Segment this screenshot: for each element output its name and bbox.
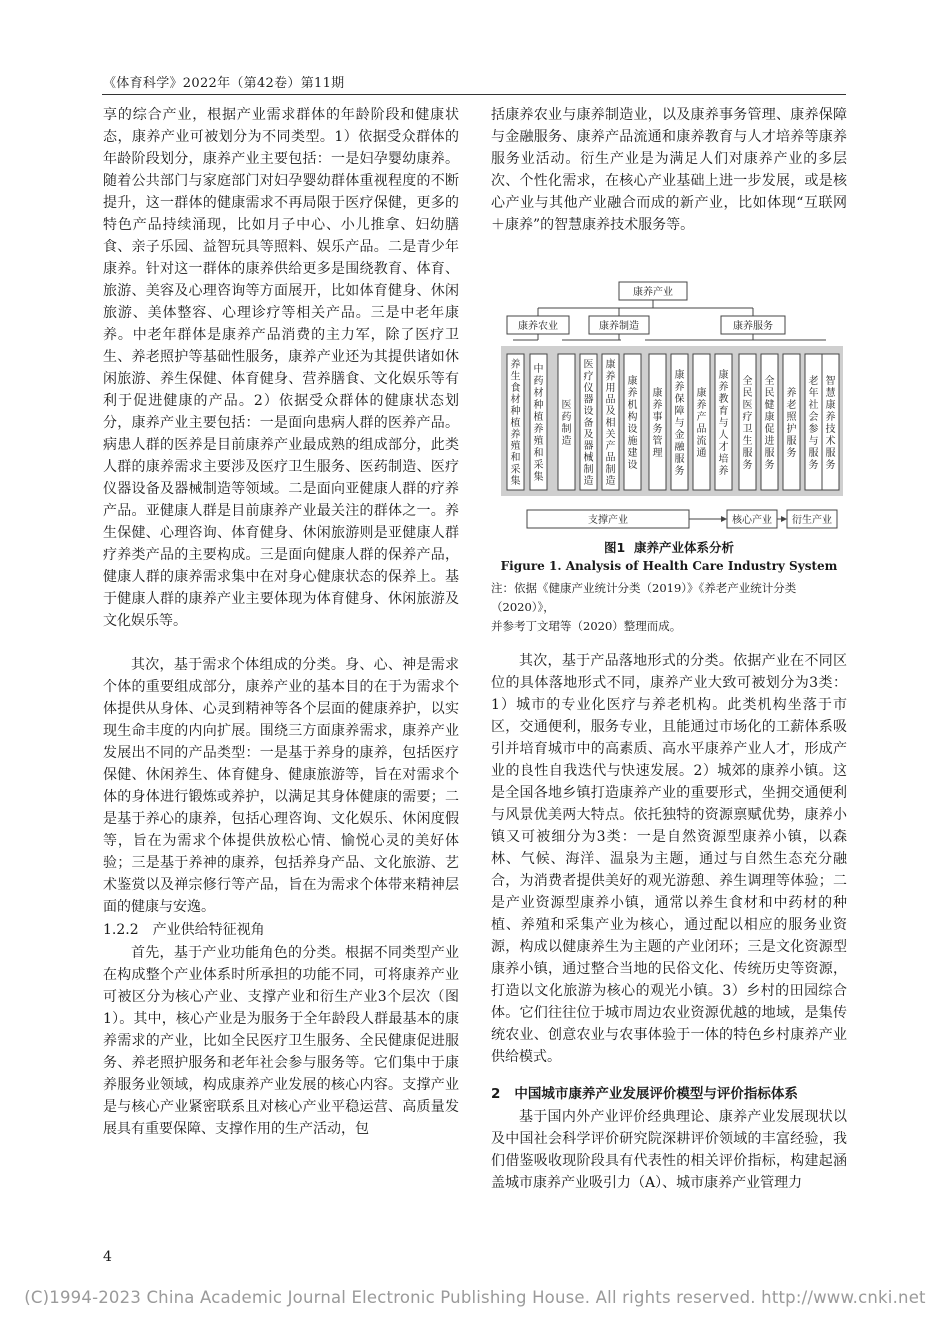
journal-header: 《体育科学》2022年（第42卷）第11期	[103, 76, 345, 91]
leaf-label: 智慧康养技术服务	[825, 376, 836, 471]
leaf-label: 康养教育与人才培养	[718, 370, 729, 477]
paragraph: 其次，基于需求个体组成的分类。身、心、神是需求个体的重要组成部分，康养产业的基本目的在于为需求个体提供从身体、心灵到精神等各个层面的健康养护，以实现生命丰度的内向扩展。围绕三方面康养需求，康养产业发展出不同的产品类型：一是基于养身的康养，包括医疗保健、休闲养生、体育健身、健康旅游等，旨在对需求个体的身体进行锻炼或养护，以满足其身体健康的需要；二是基于养心的康养，包括心理咨询、文化娱乐、休闲度假等，旨在为需求个体提供放松心情、愉悦心灵的美好体验；三是基于养神的康养，包括养身产品、文化旅游、艺术鉴赏以及禅宗修行等产品，旨在为需求个体带来精神层面的健康与安逸。	[103, 657, 459, 915]
leaf-label: 全民医疗卫生服务	[742, 376, 753, 471]
core-label: 核心产业	[732, 515, 772, 526]
subsection-title: 产业供给特征视角	[152, 922, 265, 938]
right-column-lower	[491, 650, 847, 1194]
paragraph: 括康养农业与康养制造业，以及康养事务管理、康养保障与金融服务、康养产品流通和康养教育与人才培养等康养服务业活动。衍生产业是为满足人们对康养产业的多层次、个性化需求，在核心产业基础上进一步发展，或是核心产业与其他产业融合而成的新产业，比如体现“互联网＋康养”的智慧康养技术服务等。	[491, 107, 847, 233]
page-number: 4	[103, 1249, 112, 1265]
section-heading	[491, 1082, 847, 1106]
paragraph: 其次，基于产品落地形式的分类。依据产业在不同区位的具体落地形式不同，康养产业大致可被划分为3类：1）城市的专业化医疗与养老机构。此类机构坐落于市区，交通便利，服务专业，且能通过市场化的工薪体系吸引并培育城市中的高素质、高水平康养产业人才，形成产业的良性自我迭代与快速发展。2）城郊的康养小镇。这是全国各地乡镇打造康养产业的重要形式，坐拥交通便利与风景优美两大特点。依托独特的资源禀赋优势，康养小镇又可被细分为3类：一是自然资源型康养小镇，以森林、气候、海洋、温泉为主题，通过与自然生态充分融合，为消费者提供美好的观光游憩、养生调理等体验；二是产业资源型康养小镇，通常以养生食材和中药材的种植、养殖和采集产业为核心，通过配以相应的服务业资源，构成以健康养生为主题的产业闭环；三是文化资源型康养小镇，通过整合当地的民俗文化、传统历史等资源，打造以文化旅游为核心的观光小镇。3）乡村的田园综合体。它们往往位于城市周边农业资源优越的地域，是集传统农业、创意农业与农事体验于一体的特色乡村康养产业供给模式。	[491, 653, 847, 1065]
figure-caption-number: 图1	[604, 540, 626, 555]
figure-note-line: 注：依据《健康产业统计分类（2019）》《养老产业统计分类（2020）》，	[491, 581, 797, 614]
paragraph: 享的综合产业，根据产业需求群体的年龄阶段和健康状态，康养产业可被划分为不同类型。1）依据受众群体的年龄阶段划分，康养产业主要包括：一是妇孕婴幼康养。随着公共部门与家庭部门对妇孕婴幼群体重视程度的不断提升，这一群体的健康需求不再局限于医疗保健，更多的特色产品持续涌现，比如月子中心、小儿推拿、妇幼膳食、亲子乐园、益智玩具等照料、娱乐产品。二是青少年康养。针对这一群体的康养供给更多是围绕教育、体育、旅游、美容及心理咨询等方面展开，比如体育健身、休闲旅游、美体整容、心理诊疗等相关产品。三是中老年康养。中老年群体是康养产品消费的主力军，除了医疗卫生、养老照护等基础性服务，康养产业还为其提供诸如休闲旅游、养生保健、体育健身、营养膳食、文化娱乐等有利于促进健康的产品。2）依据受众群体的健康状态划分，康养产业主要包括：一是面向患病人群的医养产品。病患人群的医养是目前康养产业最成熟的组成部分，此类人群的康养需求主要涉及医疗卫生服务、医药制造、医疗仪器设备及器械制造等领域。二是面向亚健康人群的疗养产品。亚健康人群是目前康养产业最关注的群体之一。养生保健、心理咨询、体育健身、休闲旅游则是亚健康人群疗养类产品的主要构成。三是面向健康人群的保养产品，健康人群的康养需求集中在对身心健康状态的保养上。基于健康人群的康养产业主要体现为体育健身、休闲旅游及文化娱乐等。	[103, 107, 459, 629]
section-number: 2	[491, 1086, 501, 1102]
figure-caption-english: Figure 1. Analysis of Health Care Industry System	[500, 559, 838, 573]
subsection-heading	[103, 918, 459, 942]
leaf-label: 老年社会参与服务	[808, 376, 819, 471]
leaf-label: 全民健康促进服务	[764, 376, 775, 471]
leaf-label: 养生食材种植养殖和采集	[510, 359, 521, 487]
subsection-number: 1.2.2	[103, 922, 139, 938]
leaf-label: 康养产品流通	[696, 388, 707, 459]
right-column	[491, 104, 847, 236]
figure-note-line: 并参考丁文珺等（2020）整理而成。	[491, 619, 682, 633]
industry-system-diagram	[491, 276, 847, 626]
root-label: 康养产业	[633, 287, 673, 298]
derived-label: 衍生产业	[792, 515, 832, 526]
leaf-label: 康养用品及相关产品制造	[605, 359, 616, 487]
leaf-label: 中药材种植养殖和采集	[533, 364, 544, 483]
group-services: 康养服务	[733, 321, 773, 332]
figure-caption-text: 康养产业体系分析	[633, 540, 734, 555]
section-title: 中国城市康养产业发展评价模型与评价指标体系	[514, 1086, 798, 1102]
figure-caption	[491, 538, 847, 556]
leaf-label: 养老照护服务	[786, 388, 797, 459]
group-agriculture: 康养农业	[518, 321, 558, 332]
header-rule	[102, 94, 846, 95]
leaf-label: 康养保障与金融服务	[674, 370, 685, 477]
leaf-label: 康养机构设施建设	[627, 376, 638, 471]
paragraph: 首先，基于产业功能角色的分类。根据不同类型产业在构成整个产业体系时所承担的功能不同，可将康养产业可被区分为核心产业、支撑产业和衍生产业3个层次（图1）。其中，核心产业是为服务于全年龄段人群最基本的康养需求的产业，比如全民医疗卫生服务、全民健康促进服务、养老照护服务和老年社会参与服务等。它们集中于康养服务业领域，构成康养产业发展的核心内容。支撑产业是与核心产业紧密联系且对核心产业平稳运营、高质量发展具有重要保障、支撑作用的生产活动，包	[103, 945, 459, 1137]
support-label: 支撑产业	[588, 515, 628, 526]
left-column	[103, 104, 459, 1140]
copyright-footer: (C)1994-2023 China Academic Journal Electronic Publishing House. All rights reserved. http://www.cnki.net	[24, 1288, 926, 1307]
leaf-label: 医疗仪器设备及器械制造	[583, 359, 594, 487]
paragraph: 基于国内外产业评价经典理论、康养产业发展现状以及中国社会科学评价研究院深耕评价领域的丰富经验，我们借鉴吸收现阶段具有代表性的相关评价指标，构建起涵盖城市康养产业吸引力（A）、城市康养产业管理力	[491, 1109, 847, 1191]
group-manufacturing: 康养制造	[599, 321, 639, 332]
figure-note	[491, 579, 847, 636]
leaf-label: 医药制造	[561, 400, 572, 447]
leaf-label: 康养事务管理	[652, 388, 663, 459]
